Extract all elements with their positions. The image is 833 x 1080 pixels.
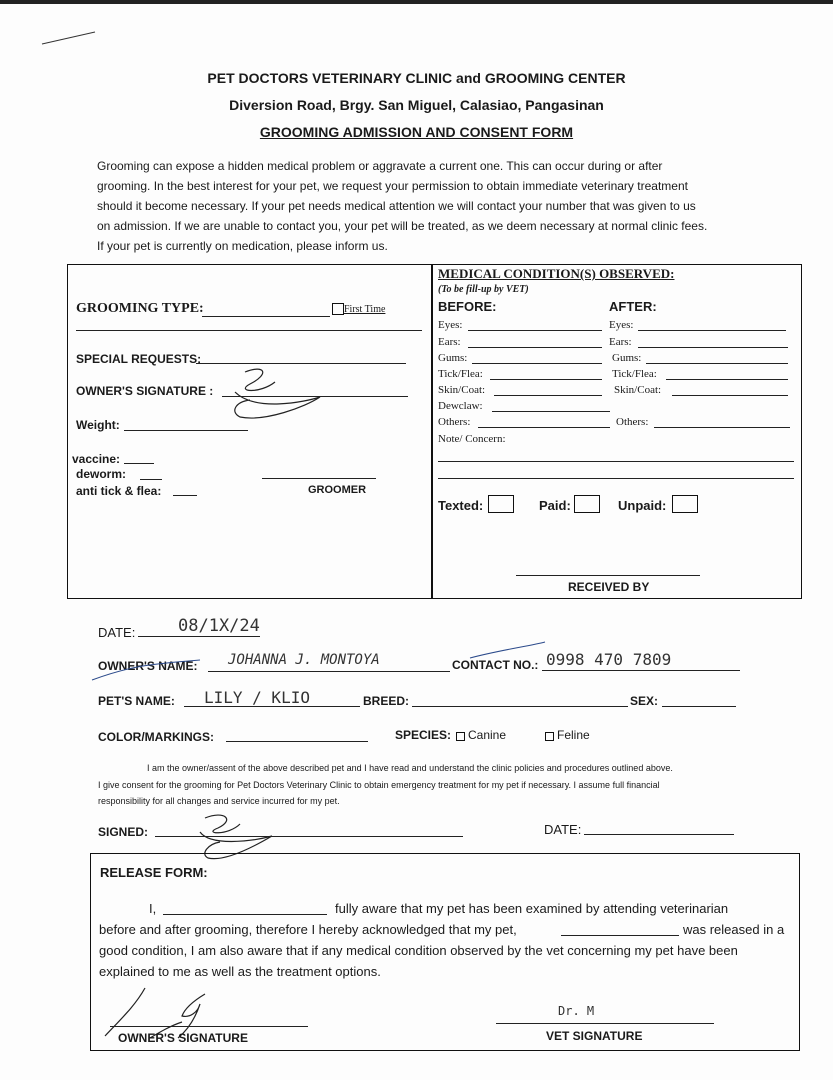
release-row-2 bbox=[99, 919, 793, 940]
dewclaw-line bbox=[492, 411, 610, 412]
pen-stroke bbox=[90, 636, 550, 686]
others-after-line bbox=[654, 427, 790, 428]
color-label: COLOR/MARKINGS: bbox=[98, 730, 214, 744]
canine-label: Canine bbox=[468, 728, 507, 742]
before-label: BEFORE: bbox=[438, 299, 497, 314]
feline-label: Feline bbox=[557, 728, 590, 742]
canine-checkbox[interactable] bbox=[456, 732, 465, 741]
note-line-1 bbox=[438, 461, 794, 462]
grooming-type-line bbox=[202, 316, 330, 317]
breed-label: BREED: bbox=[363, 694, 410, 708]
scan-top-edge bbox=[0, 0, 833, 4]
deworm-line bbox=[140, 479, 162, 480]
pen-mark bbox=[40, 28, 100, 48]
texted-label: Texted: bbox=[438, 498, 484, 513]
consent-date-line bbox=[584, 834, 734, 835]
contact-value: 0998 470 7809 bbox=[546, 650, 672, 669]
gums-before-label: Gums: bbox=[438, 352, 468, 364]
tick-after-line bbox=[666, 379, 788, 380]
clinic-address: Diversion Road, Brgy. San Miguel, Calasiao, Pangasinan bbox=[229, 97, 604, 113]
color-line bbox=[226, 741, 368, 742]
groomer-label: GROOMER bbox=[308, 484, 367, 496]
release-text-2b: was released in a bbox=[683, 922, 785, 937]
date-label: DATE: bbox=[98, 625, 136, 640]
weight-line bbox=[124, 430, 248, 431]
gums-before-line bbox=[472, 363, 602, 364]
intro-line-3: should it become necessary. If your pet needs medical attention we will contact your number that was given to us bbox=[97, 199, 696, 213]
clinic-name: PET DOCTORS VETERINARY CLINIC and GROOMING CENTER bbox=[207, 70, 626, 86]
note-line-2 bbox=[438, 478, 794, 479]
vet-handwritten: Dr. M bbox=[558, 1004, 595, 1018]
received-by-label: RECEIVED BY bbox=[568, 580, 650, 594]
texted-checkbox[interactable] bbox=[488, 495, 514, 513]
after-label: AFTER: bbox=[609, 299, 657, 314]
intro-line-5: If your pet is currently on medication, please inform us. bbox=[97, 239, 388, 253]
medical-subtitle: (To be fill-up by VET) bbox=[438, 284, 529, 295]
sex-line bbox=[662, 706, 736, 707]
paid-label: Paid: bbox=[539, 498, 571, 513]
groomer-line bbox=[262, 478, 376, 479]
eyes-after-label: Eyes: bbox=[609, 319, 634, 331]
release-paragraph bbox=[99, 898, 793, 982]
vaccine-line bbox=[124, 463, 154, 464]
tick-before-line bbox=[490, 379, 602, 380]
skin-before-line bbox=[494, 395, 602, 396]
release-pet-line bbox=[561, 935, 679, 936]
skin-after-line bbox=[672, 395, 788, 396]
form-title: GROOMING ADMISSION AND CONSENT FORM bbox=[259, 124, 574, 140]
feline-checkbox[interactable] bbox=[545, 732, 554, 741]
consent-line-2: I give consent for the grooming for Pet Doctors Veterinary Clinic to obtain emergency treatment for my pet if necessary. I assume full financial bbox=[98, 780, 660, 790]
first-time-label: First Time bbox=[344, 304, 386, 315]
consent-line-3: responsibility for all changes and service incurred for my pet. bbox=[98, 796, 340, 806]
note-label: Note/ Concern: bbox=[438, 433, 506, 445]
owner-signature-scribble bbox=[215, 362, 325, 432]
ears-before-label: Ears: bbox=[438, 336, 461, 348]
weight-label: Weight: bbox=[76, 418, 120, 432]
intro-line-1: Grooming can expose a hidden medical problem or aggravate a current one. This can occur during or after bbox=[97, 159, 663, 173]
sex-label: SEX: bbox=[630, 694, 659, 708]
breed-line bbox=[412, 706, 628, 707]
release-i: I, bbox=[149, 901, 157, 916]
intro-line-4: on admission. If we are unable to contact you, your pet will be treated, as we deem necessary at normal clinic fees. bbox=[97, 219, 708, 233]
signed-label: SIGNED: bbox=[98, 825, 149, 839]
unpaid-label: Unpaid: bbox=[618, 498, 667, 513]
release-row-1 bbox=[99, 898, 793, 919]
pet-name-label: PET'S NAME: bbox=[98, 694, 175, 708]
eyes-before-line bbox=[468, 330, 602, 331]
vet-signature-line bbox=[496, 1023, 714, 1024]
contact-line bbox=[542, 670, 740, 671]
panel-divider bbox=[431, 264, 433, 599]
skin-before-label: Skin/Coat: bbox=[438, 384, 486, 396]
date-value: 08/1X/24 bbox=[178, 616, 260, 636]
tick-before-label: Tick/Flea: bbox=[438, 368, 483, 380]
release-text-4: explained to me as well as the treatment options. bbox=[99, 964, 381, 979]
others-after-label: Others: bbox=[616, 416, 649, 428]
received-by-line bbox=[516, 575, 700, 576]
owner-name-label: OWNER'S NAME: bbox=[98, 659, 198, 673]
paid-checkbox[interactable] bbox=[574, 495, 600, 513]
release-text-1: fully aware that my pet has been examined by attending veterinarian bbox=[335, 901, 729, 916]
release-name-line bbox=[163, 914, 327, 915]
vet-signature-label: VET SIGNATURE bbox=[546, 1029, 643, 1043]
first-time-checkbox[interactable] bbox=[332, 303, 344, 315]
owner-name-value: JOHANNA J. MONTOYA bbox=[228, 652, 380, 668]
grooming-type-second-line bbox=[76, 330, 422, 331]
consent-line-1: I am the owner/assent of the above described pet and I have read and understand the clinic policies and procedures outlined above. bbox=[147, 763, 673, 773]
dewclaw-label: Dewclaw: bbox=[438, 400, 483, 412]
anti-tick-label: anti tick & flea: bbox=[76, 484, 162, 498]
special-requests-label: SPECIAL REQUESTS: bbox=[76, 352, 202, 366]
intro-paragraph bbox=[97, 156, 747, 256]
ears-before-line bbox=[468, 347, 602, 348]
vaccine-label: vaccine: bbox=[72, 452, 121, 466]
anti-tick-line bbox=[173, 495, 197, 496]
release-title: RELEASE FORM: bbox=[100, 865, 208, 880]
release-owner-signature-line bbox=[110, 1026, 308, 1027]
owner-signature-label: OWNER'S SIGNATURE : bbox=[76, 384, 214, 398]
release-text-3: good condition, I am also aware that if any medical condition observed by the vet concerning my pet have been bbox=[99, 943, 738, 958]
deworm-label: deworm: bbox=[76, 467, 127, 481]
ears-after-line bbox=[638, 347, 788, 348]
skin-after-label: Skin/Coat: bbox=[614, 384, 662, 396]
pet-name-value: LILY / KLIO bbox=[204, 688, 310, 707]
release-text-2a: before and after grooming, therefore I hereby acknowledged that my pet, bbox=[99, 922, 517, 937]
species-label: SPECIES: bbox=[395, 728, 452, 742]
eyes-before-label: Eyes: bbox=[438, 319, 463, 331]
eyes-after-line bbox=[638, 330, 786, 331]
grooming-type-label: GROOMING TYPE: bbox=[76, 301, 204, 316]
gums-after-line bbox=[646, 363, 788, 364]
intro-line-2: grooming. In the best interest for your pet, we request your permission to obtain immediate veterinary treatment bbox=[97, 179, 688, 193]
tick-after-label: Tick/Flea: bbox=[612, 368, 657, 380]
consent-date-label: DATE: bbox=[544, 822, 582, 837]
unpaid-checkbox[interactable] bbox=[672, 495, 698, 513]
contact-label: CONTACT NO.: bbox=[452, 658, 539, 672]
others-before-label: Others: bbox=[438, 416, 471, 428]
medical-title: MEDICAL CONDITION(S) OBSERVED: bbox=[438, 266, 675, 281]
gums-after-label: Gums: bbox=[612, 352, 642, 364]
release-owner-signature-label: OWNER'S SIGNATURE bbox=[118, 1031, 248, 1045]
others-before-line bbox=[478, 427, 610, 428]
ears-after-label: Ears: bbox=[609, 336, 632, 348]
